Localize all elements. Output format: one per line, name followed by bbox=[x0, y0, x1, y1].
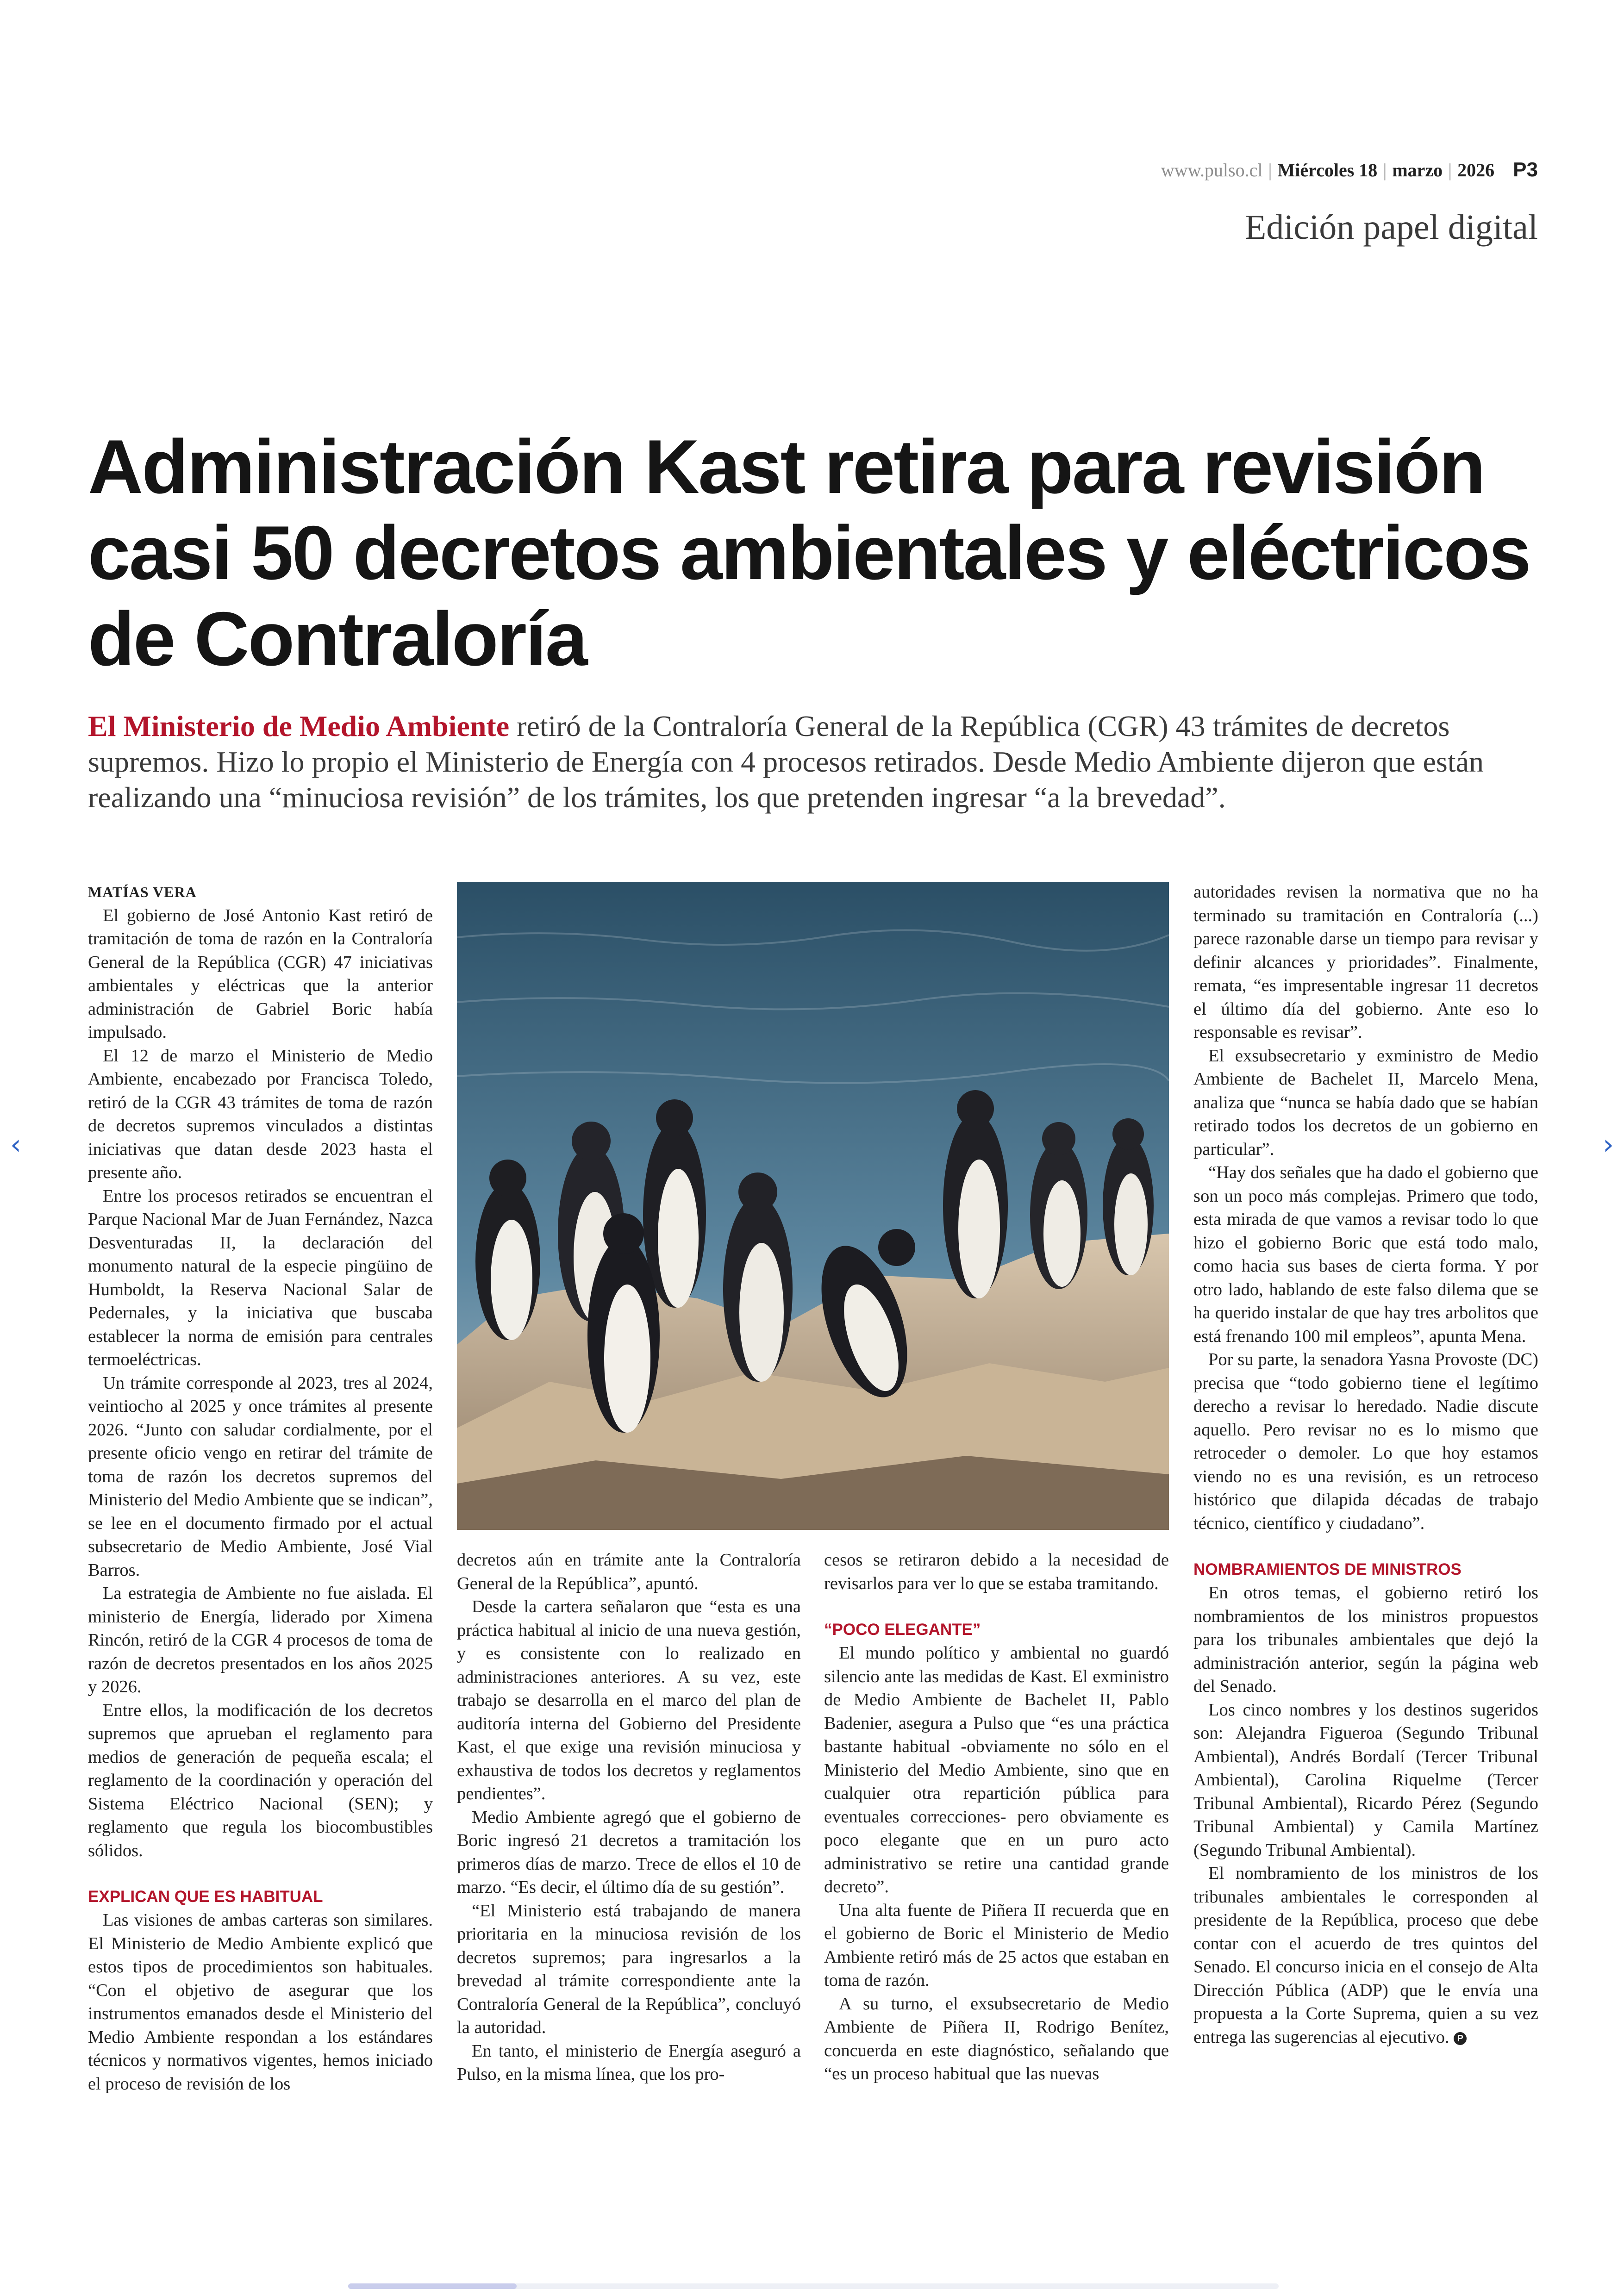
subhead-poco-elegante: “POCO ELEGANTE” bbox=[824, 1621, 981, 1639]
article-column-2 bbox=[457, 1548, 801, 2086]
paragraph: Las visiones de ambas carteras son similares. El Ministerio de Medio Ambiente explicó que estos tipos de procedimientos son habituales. “Con el objetivo de asegurar que los instrumentos emanados desde el Ministerio del Medio Ambiente respondan a los estándares técnicos y normativos vigentes, hemos iniciado el proceso de revisión de los bbox=[88, 1910, 433, 2094]
paragraph: La estrategia de Ambiente no fue aislada. El ministerio de Energía, liderado por Ximena Rincón, retiró de la CGR 4 procesos de toma de razón de decretos presentados en los años 2025 y 2026. bbox=[88, 1584, 433, 1696]
lead-highlight: El Ministerio de Medio Ambiente bbox=[88, 710, 510, 742]
paragraph: Los cinco nombres y los destinos sugeridos son: Alejandra Figueroa (Segundo Tribunal Ambiental), Andrés Bordalí (Tercer Tribunal Ambiental), Carolina Riquelme (Tercer Tribunal Ambiental), Ricardo Pérez (Segundo Tribunal Ambiental) y Camila Martínez (Segundo Tribunal Ambiental). bbox=[1193, 1700, 1538, 1860]
article-headline: Administración Kast retira para revisión casi 50 decretos ambientales y eléctricos de Contraloría bbox=[88, 424, 1530, 681]
lead-text: retiró de la Contraloría General de la República (CGR) 43 trámites de decretos supremos. Hizo lo propio el Ministerio de Energía con 4 procesos retirados. Desde Medio Ambiente dijeron que están realizando una “minuciosa revisión” de los trámites, los que pretenden ingresar “a la brevedad”. bbox=[88, 710, 1484, 814]
subhead-nombramientos: NOMBRAMIENTOS DE MINISTROS bbox=[1193, 1560, 1462, 1578]
article-lead bbox=[88, 708, 1546, 815]
next-page-button[interactable]: › bbox=[1603, 1129, 1614, 1161]
paragraph: En tanto, el ministerio de Energía aseguró a Pulso, en la misma línea, que los pro- bbox=[457, 2041, 801, 2084]
scroll-thumb[interactable] bbox=[348, 2283, 517, 2289]
paragraph: El exsubsecretario y exministro de Medio Ambiente de Bachelet II, Marcelo Mena, analiza que “nunca se había dado que se habían retirado todos los decretos de un gobierno en particular”. bbox=[1193, 1046, 1538, 1159]
paragraph: El mundo político y ambiental no guardó silencio ante las medidas de Kast. El exministro de Medio Ambiente de Bachelet II, Pablo Badenier, asegura a Pulso que “es una práctica bastante habitual -obviamente no sólo en el Ministerio del Medio Ambiente, sino que en cualquier otra repartición pública para eventuales correcciones- pero obviamente es poco elegante que en un puro acto administrativo se retire una cantidad grande decreto”. bbox=[824, 1643, 1169, 1896]
article-column-4 bbox=[1193, 880, 1538, 2049]
masthead-line: www.pulso.cl | Miércoles 18 | marzo | 2026 P3 bbox=[1161, 158, 1538, 181]
issue-month: marzo bbox=[1392, 160, 1443, 181]
paragraph: Entre ellos, la modificación de los decretos supremos que aprueban el reglamento para medios de generación de pequeña escala; el reglamento de la coordinación y operación del Sistema Eléctrico Nacional (SEN); y reglamento que regula los biocombustibles sólidos. bbox=[88, 1700, 433, 1860]
byline: MATÍAS VERA bbox=[88, 884, 197, 900]
paragraph bbox=[1193, 1862, 1538, 2049]
paragraph: “El Ministerio está trabajando de manera prioritaria en la minuciosa revisión de los decretos supremos; para ingresarlos a la brevedad al trámite correspondiente ante la Contraloría General de la República”, concluyó la autoridad. bbox=[457, 1901, 801, 2037]
paragraph: autoridades revisen la normativa que no ha terminado su tramitación en Contraloría (...) parece razonable darse un tiempo para revisar y definir alcances y prioridades”. Finalmente, remata, “es impresentable ingresar 11 decretos el último día del gobierno. Ante eso lo responsable es revisar”. bbox=[1193, 882, 1538, 1042]
issue-day: Miércoles 18 bbox=[1277, 160, 1378, 181]
issue-year: 2026 bbox=[1457, 160, 1495, 181]
subhead-habitual: EXPLICAN QUE ES HABITUAL bbox=[88, 1888, 323, 1906]
paragraph: decretos aún en trámite ante la Contraloría General de la República”, apuntó. bbox=[457, 1550, 801, 1593]
paragraph: Desde la cartera señalaron que “esta es una práctica habitual al inicio de una nueva gestión, y es consistente con lo realizado en administraciones anteriores. A su vez, este trabajo se desarrolla en el marco del plan de auditoría interna del Gobierno del Presidente Kast, el que exige una revisión minuciosa y exhaustiva de todos los decretos y reglamentos pendientes”. bbox=[457, 1597, 801, 1803]
paragraph: Una alta fuente de Piñera II recuerda que en el gobierno de Boric el Ministerio de Medio Ambiente retiró más de 25 actos que estaban en toma de razón. bbox=[824, 1900, 1169, 1990]
paragraph: En otros temas, el gobierno retiró los nombramientos de los ministros propuestos para los tribunales ambientales que dejó la administración anterior, según la página web del Senado. bbox=[1193, 1583, 1538, 1696]
site-url[interactable]: www.pulso.cl bbox=[1161, 160, 1263, 181]
article-column-3 bbox=[824, 1548, 1169, 2086]
paragraph: cesos se retiraron debido a la necesidad de revisarlos para ver lo que se estaba tramitando. bbox=[824, 1550, 1169, 1593]
paragraph-text: El nombramiento de los ministros de los tribunales ambientales le corresponden al presidente de la República, proceso que debe contar con el acuerdo de tres quintos del Senado. El concurso inicia en el consejo de Alta Dirección Pública (ADP) que le envía una propuesta a la Corte Suprema, quien a su vez entrega las sugerencias al ejecutivo. bbox=[1193, 1864, 1538, 2047]
paragraph: El gobierno de José Antonio Kast retiró de tramitación de toma de razón en la Contraloría General de la República (CGR) 47 iniciativas ambientales y eléctricas que la anterior administración de Gabriel Boric había impulsado. bbox=[88, 905, 433, 1042]
paragraph: A su turno, el exsubsecretario de Medio Ambiente de Piñera II, Rodrigo Benítez, concuerda en este diagnóstico, señalando que “es un proceso habitual que las nuevas bbox=[824, 1994, 1169, 2083]
paragraph: Medio Ambiente agregó que el gobierno de Boric ingresó 21 decretos a tramitación los primeros días de marzo. Trece de ellos el 10 de marzo. “Es decir, el último día de su gestión”. bbox=[457, 1807, 801, 1897]
paragraph: Entre los procesos retirados se encuentran el Parque Nacional Mar de Juan Fernández, Nazca Desventuradas II, la declaración del monumento natural de la especie pingüino de Humboldt, la Reserva Nacional Salar de Pedernales, y la iniciativa que buscaba establecer la norma de emisión para centrales termoeléctricas. bbox=[88, 1186, 433, 1369]
paragraph: Por su parte, la senadora Yasna Provoste (DC) precisa que “todo gobierno tiene el legítimo derecho a revisar lo heredado. Nadie discute aquello. Pero revisar no es lo mismo que retroceder o demoler. Lo que hoy estamos viendo no es una revisión, es un retroceso histórico que dilapida décadas de trabajo técnico, científico y ciudadano”. bbox=[1193, 1350, 1538, 1533]
edition-label: Edición papel digital bbox=[1244, 208, 1538, 247]
previous-page-button[interactable]: ‹ bbox=[10, 1129, 21, 1161]
paragraph: “Hay dos señales que ha dado el gobierno que son un poco más complejas. Primero que todo, esta mirada de que vamos a revisar todo lo que hizo el gobierno Boric que está todo malo, como hacia sus bases de cierta forma. Y por otro lado, hablando de este falso dilema que se ha querido instalar de que hay tres arbolitos que está frenando 100 mil empleos”, apunta Mena. bbox=[1193, 1163, 1538, 1346]
end-mark-icon: P bbox=[1454, 2032, 1467, 2045]
penguins-photo bbox=[457, 882, 1169, 1530]
article-column-1 bbox=[88, 880, 433, 2095]
paragraph: Un trámite corresponde al 2023, tres al 2024, veintiocho al 2025 y once trámites al presente 2026. “Junto con saludar cordialmente, por el presente oficio vengo en retirar del trámite de toma de razón los decretos supremos del Ministerio del Medio Ambiente que se indican”, se lee en el documento firmado por el actual subsecretario de Medio Ambiente, José Vial Barros. bbox=[88, 1373, 433, 1580]
page-number: P3 bbox=[1513, 158, 1538, 181]
paragraph: El 12 de marzo el Ministerio de Medio Ambiente, encabezado por Francisca Toledo, retiró de la CGR 43 trámites de toma de razón de decretos supremos vinculados a distintas iniciativas que datan desde 2023 hasta el presente año. bbox=[88, 1046, 433, 1182]
